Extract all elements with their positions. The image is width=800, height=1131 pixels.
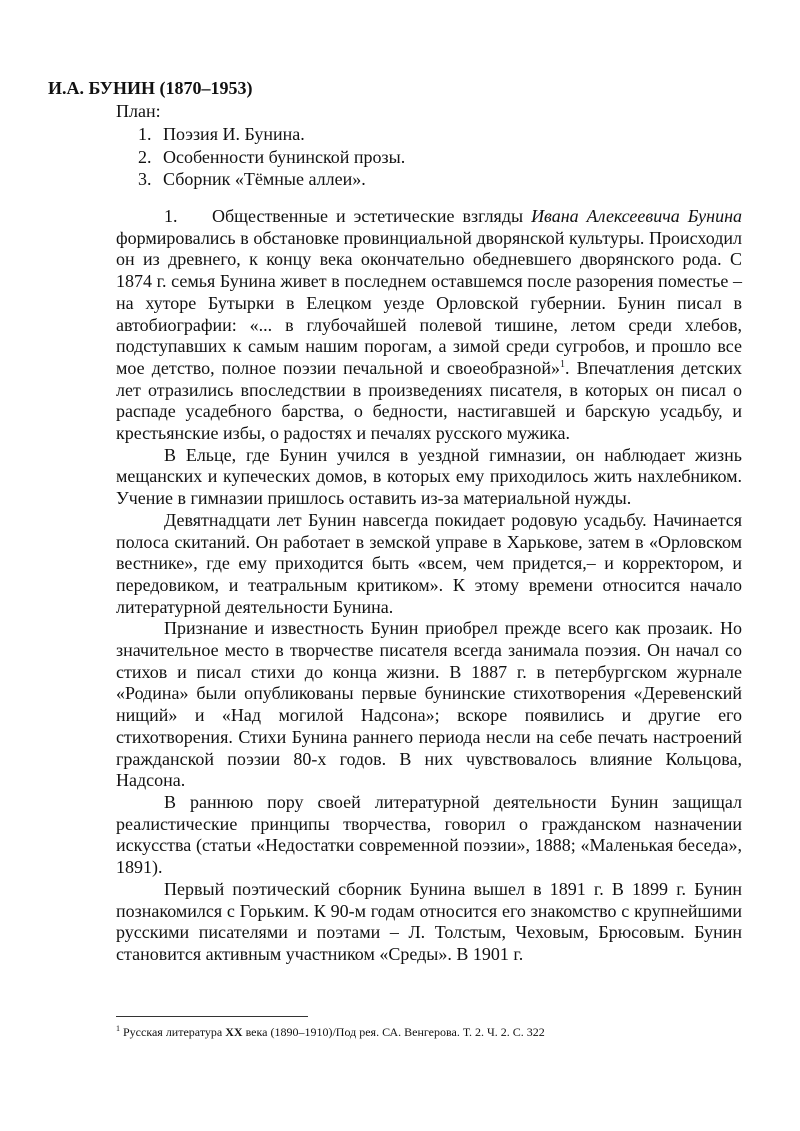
paragraph: Девятнадцати лет Бунин навсегда покидает родовую усадьбу. Начинается полоса скитаний. Он работает в земской управе в Харькове, затем в «Орловском вестнике», где ему приходится быть «всем, чем придется,– и корректором, и передовиком, и театральным критиком». К этому времени относится начало литературной деятельности Бунина. [116,509,742,617]
author-name: Ивана Алексеевича Бунина [531,206,743,226]
plan-item: 3. Сборник «Тёмные аллеи». [138,169,366,189]
footnote-mark: 1 [116,1024,120,1033]
footnote-ref[interactable]: 1 [559,358,565,370]
paragraph: Первый поэтический сборник Бунина вышел в 1891 г. В 1899 г. Бунин познакомился с Горьким. К 90-м годам относится его знакомство с крупнейшими русскими писателями и поэтами – Л. Толстым, Чеховым, Брюсовым. Бунин становится активным участником «Среды». В 1901 г. [116,878,742,964]
document-body [116,206,742,966]
paragraph: В раннюю пору своей литературной деятельности Бунин защищал реалистические принципы творчества, говорил о гражданском назначении искусства (статьи «Недостатки современной поэзии», 1888; «Маленькая беседа», 1891). [116,791,742,878]
plan-item: 1. Поэзия И. Бунина. [138,124,305,144]
plan-list [138,123,405,191]
paragraph: 1. Общественные и эстетические взгляды Ивана Алексеевича Бунина формировались в обстановке провинциальной дворянской культуры. Происходил он из древнего, к концу века окончательно обедневшего дворянского рода. С 1874 г. семья Бунина живет в последнем оставшемся после разорения поместье – на хуторе Бутырки в Елецком уезде Орловской губернии. Бунин писал в автобиографии: «... в глубочайшей полевой тишине, летом среди хлебов, подступавших к самым нашим порогам, а зимой среди сугробов, и прошло все мое детство, полное поэзии печальной и своеобразной»$^1$. Впечатления детских лет отразились впоследствии в произведениях писателя, в которых он писал о распаде усадебного барства, о бедности, настигавшей и барскую усадьбу, и крестьянские избы, о радостях и печалях русского мужика. [116,206,743,444]
page-title: И.А. БУНИН (1870–1953) [48,78,253,98]
plan-label: План: [116,101,161,121]
paragraph-number: 1. [164,206,178,226]
paragraph: В Ельце, где Бунин учился в уездной гимназии, он наблюдает жизнь мещанских и купеческих домов, в которых ему приходилось жить нахлебником. Учение в гимназии пришлось оставить из-за материальной нужды. [116,444,742,509]
plan-item: 2. Особенности бунинской прозы. [138,146,406,167]
paragraph: Признание и известность Бунин приобрел прежде всего как прозаик. Но значительное место в творчестве писателя всегда занимала поэзия. Он начал со стихов и писал стихи до конца жизни. В 1887 г. в петербургском журнале «Родина» были опубликованы первые бунинские стихотворения «Деревенский нищий» и «Над могилой Надсона»; вскоре появились и другие его стихотворения. Стихи Бунина раннего периода несли на себе печать настроений гражданской поэзии 80-х годов. В них чувствовалось влияние Кольцова, Надсона. [116,618,742,791]
footnote: $^1$ Русская литература XX века (1890–1910)/Под рея. СА. Венгерова. Т. 2. Ч. 2. С. 322 [116,1024,545,1039]
footnote-separator [116,1016,308,1017]
